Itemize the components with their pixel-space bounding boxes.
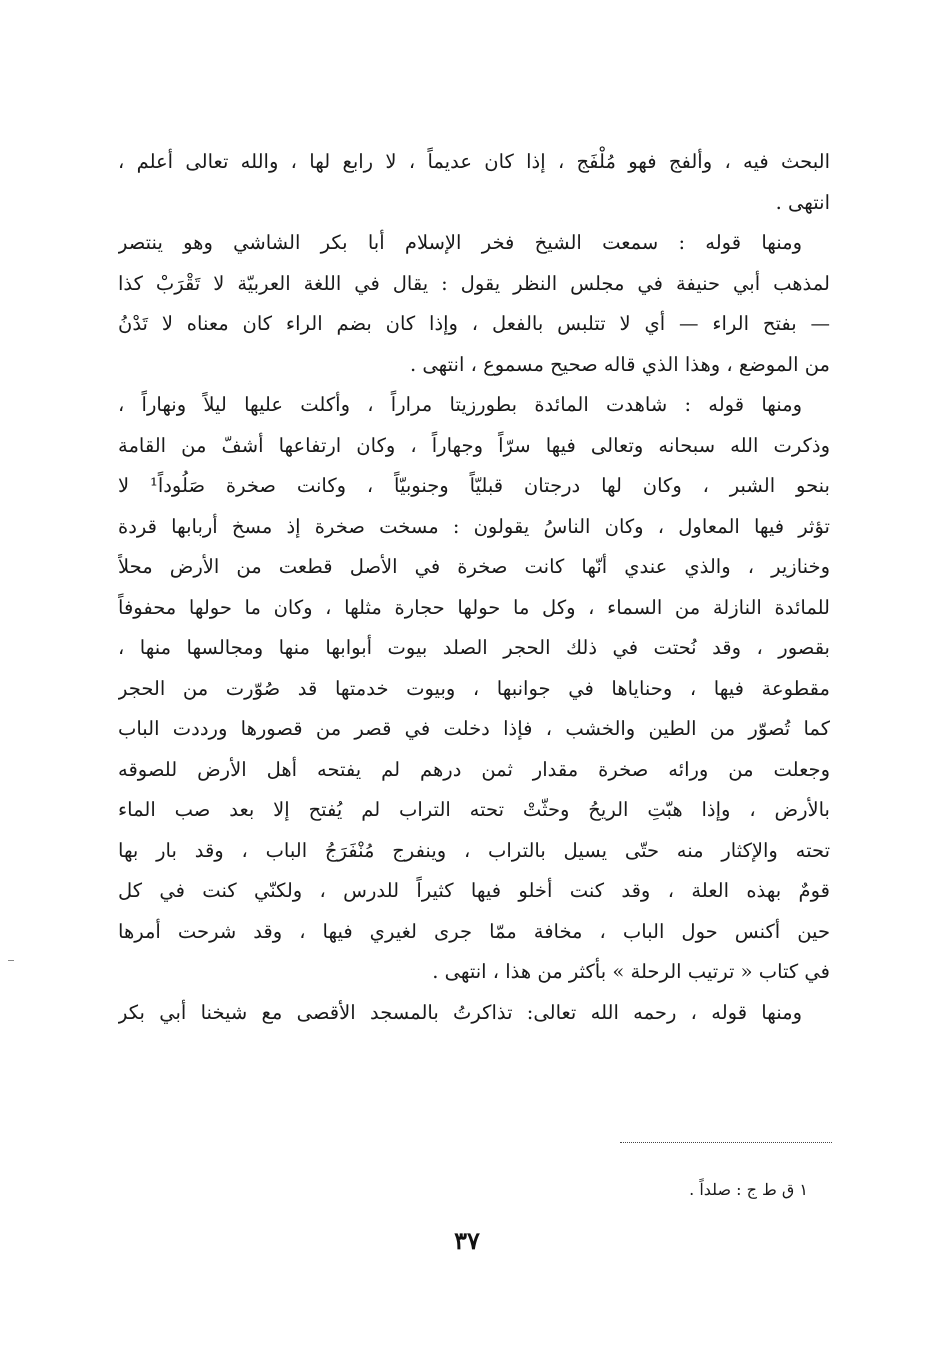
text-line: وخنازير ، والذي عندي أنّها كانت صخرة في الأصل قطعت من الأرض محلاً [118, 555, 830, 578]
text-line: تؤثر فيها المعاول ، وكان الناسُ يقولون : مسخت صخرة إذ مسخ أربابها قردة [118, 514, 830, 538]
text-line: بقصور ، وقد نُحتت في ذلك الحجر الصلد بيوت أبوابها منها ومجالسها منها ، [118, 636, 830, 659]
page-number: ٣٧ [454, 1226, 480, 1255]
text-line: لمذهب أبي حنيفة في مجلس النظر يقول : يقال في اللغة العربيّة لا تَقْرَبْ كذا [118, 271, 830, 295]
text-line: للمائدة النازلة من السماء ، وكل ما حولها حجارة مثلها ، وكان ما حولها محفوفاً [118, 595, 830, 619]
text-line: من الموضع ، وهذا الذي قاله صحيح مسموع ، انتهى . [410, 352, 830, 376]
footnote-separator [620, 1142, 832, 1143]
text-line: — بفتح الراء — أي لا تتلبس بالفعل ، وإذا كان بضم الراء كان معناه لا تَدْنُ [118, 312, 830, 335]
margin-mark [8, 960, 14, 961]
text-line: مقطوعة فيها ، وحناياها في جوانبها ، وبيوت خدمتها قد صُوّرت من الحجر [118, 676, 830, 700]
text-line: ومنها قوله : شاهدت المائدة بطورزيتا مراراً ، وأكلت عليها ليلاً ونهاراً ، [118, 393, 802, 416]
text-line: حين أكنس حول الباب ، مخافة ممّا جرى لغيري فيها ، وقد شرحت أمرها [118, 919, 830, 943]
text-line: بالأرض ، وإذا هبّتِ الريحُ وحثّتْ تحته التراب لم يُفتح إلا بعد صب الماء [118, 798, 830, 821]
text-line: البحث فيه ، وألفج فهو مُلْفَج ، إذا كان عديماً ، لا رابع لها ، والله تعالى أعلم ، [118, 150, 830, 173]
text-line: انتهى . [775, 190, 830, 214]
text-line: بنحو الشبر ، وكان لها درجتان قبليّاً وجنوبيّاً ، وكانت صخرة صَلُوداً¹ لا [118, 474, 830, 497]
text-line: تحته والإكثار منه حتّى يسيل بالتراب ، وينفرج مُنْفَرَجُ الباب ، وقد بار بها [118, 838, 830, 862]
text-line: ومنها قوله : سمعت الشيخ فخر الإسلام أبا بكر الشاشي وهو ينتصر [118, 231, 802, 254]
text-line: في كتاب « ترتيب الرحلة » بأكثر من هذا ، انتهى . [432, 960, 830, 983]
text-line: قومٌ بهذه العلة ، وقد كنت أخلو فيها كثيراً للدرس ، ولكنّي كنت في كل [118, 879, 830, 902]
text-line: ومنها قوله ، رحمه الله تعالى: تذاكرتُ بالمسجد الأقصى مع شيخنا أبي بكر [118, 1000, 802, 1024]
text-line: وجعلت من ورائه صخرة مقدار ثمن درهم لم يفتحه أهل الأرض للصوقه [118, 757, 830, 781]
footnote: ١ ق ط ج : صلداً . [689, 1180, 808, 1199]
main-text [118, 142, 830, 1033]
text-line: وذكرت الله سبحانه وتعالى فيها سرّاً وجهاراً ، وكان ارتفاعها أشفّ من القامة [118, 433, 830, 457]
text-line: كما تُصوّر من الطين والخشب ، فإذا دخلت في قصر من قصورها ورددت الباب [118, 717, 830, 740]
